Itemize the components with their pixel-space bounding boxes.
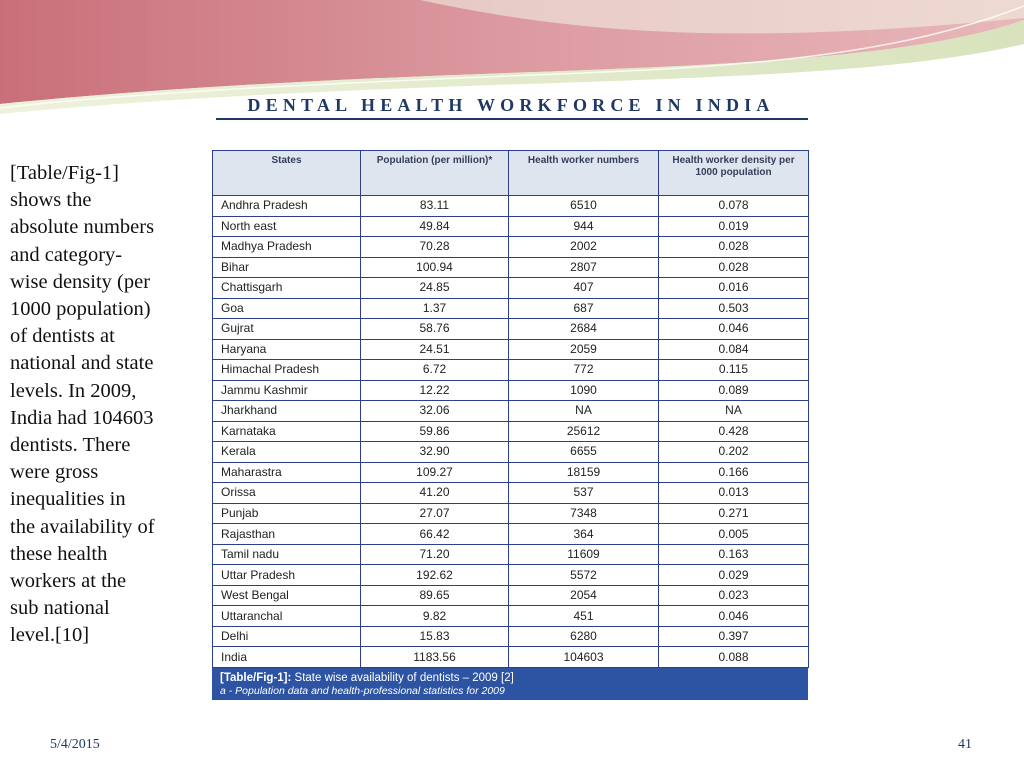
- population-cell: 66.42: [361, 524, 509, 545]
- worker-count-cell: 2054: [509, 585, 659, 606]
- table-row: [213, 257, 809, 278]
- population-cell: 9.82: [361, 606, 509, 627]
- state-cell: Karnataka: [213, 421, 361, 442]
- density-cell: 0.046: [659, 606, 809, 627]
- population-cell: 100.94: [361, 257, 509, 278]
- caption-label: [Table/Fig-1]:: [220, 672, 292, 684]
- caption-text: State wise availability of dentists – 2009 [2]: [291, 672, 514, 684]
- worker-count-cell: 451: [509, 606, 659, 627]
- table-row: [213, 544, 809, 565]
- state-cell: Madhya Pradesh: [213, 237, 361, 258]
- population-cell: 70.28: [361, 237, 509, 258]
- table-row: [213, 380, 809, 401]
- state-cell: Gujrat: [213, 319, 361, 340]
- state-cell: Haryana: [213, 339, 361, 360]
- worker-count-cell: 18159: [509, 462, 659, 483]
- state-cell: Uttaranchal: [213, 606, 361, 627]
- description-text: [Table/Fig-1] shows the absolute numbers and category- wise density (per 1000 population) of dentists at national and state levels. In 2009, India had 104603 dentists. There were gross inequalities in the availability of these health workers at the sub national level.[10]: [10, 162, 155, 647]
- density-cell: 0.088: [659, 647, 809, 668]
- population-cell: 1.37: [361, 298, 509, 319]
- column-header-states: States: [213, 151, 361, 196]
- state-cell: India: [213, 647, 361, 668]
- worker-count-cell: 7348: [509, 503, 659, 524]
- density-cell: 0.115: [659, 360, 809, 381]
- population-cell: 12.22: [361, 380, 509, 401]
- density-cell: 0.046: [659, 319, 809, 340]
- population-cell: 41.20: [361, 483, 509, 504]
- worker-count-cell: 2807: [509, 257, 659, 278]
- table-row: [213, 360, 809, 381]
- table-body: [213, 196, 809, 668]
- population-cell: 89.65: [361, 585, 509, 606]
- population-cell: 32.06: [361, 401, 509, 422]
- state-cell: Orissa: [213, 483, 361, 504]
- state-cell: Maharastra: [213, 462, 361, 483]
- worker-count-cell: 687: [509, 298, 659, 319]
- table-row: [213, 606, 809, 627]
- density-cell: 0.028: [659, 237, 809, 258]
- worker-count-cell: 25612: [509, 421, 659, 442]
- state-cell: Goa: [213, 298, 361, 319]
- state-cell: Jammu Kashmir: [213, 380, 361, 401]
- population-cell: 24.85: [361, 278, 509, 299]
- density-cell: NA: [659, 401, 809, 422]
- density-cell: 0.202: [659, 442, 809, 463]
- worker-count-cell: 944: [509, 216, 659, 237]
- column-header-density: Health worker density per 1000 population: [659, 151, 809, 196]
- population-cell: 71.20: [361, 544, 509, 565]
- table-row: [213, 216, 809, 237]
- density-cell: 0.503: [659, 298, 809, 319]
- table-row: [213, 278, 809, 299]
- table-row: [213, 298, 809, 319]
- population-cell: 27.07: [361, 503, 509, 524]
- state-cell: Andhra Pradesh: [213, 196, 361, 217]
- column-header-population: Population (per million)*: [361, 151, 509, 196]
- state-cell: Jharkhand: [213, 401, 361, 422]
- density-cell: 0.084: [659, 339, 809, 360]
- data-table-figure: [212, 150, 808, 700]
- density-cell: 0.089: [659, 380, 809, 401]
- density-cell: 0.428: [659, 421, 809, 442]
- table-row: [213, 196, 809, 217]
- population-cell: 192.62: [361, 565, 509, 586]
- slide-number: 41: [958, 737, 972, 752]
- population-cell: 59.86: [361, 421, 509, 442]
- worker-count-cell: 772: [509, 360, 659, 381]
- density-cell: 0.271: [659, 503, 809, 524]
- slide-date: 5/4/2015: [50, 737, 100, 752]
- state-cell: Chattisgarh: [213, 278, 361, 299]
- worker-count-cell: 407: [509, 278, 659, 299]
- density-cell: 0.005: [659, 524, 809, 545]
- title-underline: [216, 118, 808, 120]
- table-row: [213, 401, 809, 422]
- dentist-availability-table: [212, 150, 809, 668]
- population-cell: 24.51: [361, 339, 509, 360]
- state-cell: Delhi: [213, 626, 361, 647]
- density-cell: 0.023: [659, 585, 809, 606]
- column-header-worker-numbers: Health worker numbers: [509, 151, 659, 196]
- table-row: [213, 462, 809, 483]
- state-cell: Tamil nadu: [213, 544, 361, 565]
- population-cell: 109.27: [361, 462, 509, 483]
- worker-count-cell: NA: [509, 401, 659, 422]
- table-row: [213, 442, 809, 463]
- slide-title: DENTAL HEALTH WORKFORCE IN INDIA: [247, 95, 775, 115]
- worker-count-cell: 6280: [509, 626, 659, 647]
- density-cell: 0.029: [659, 565, 809, 586]
- worker-count-cell: 6655: [509, 442, 659, 463]
- table-header-row: [213, 151, 809, 196]
- table-row: [213, 626, 809, 647]
- state-cell: Uttar Pradesh: [213, 565, 361, 586]
- state-cell: West Bengal: [213, 585, 361, 606]
- worker-count-cell: 364: [509, 524, 659, 545]
- table-row: [213, 483, 809, 504]
- state-cell: Himachal Pradesh: [213, 360, 361, 381]
- worker-count-cell: 2002: [509, 237, 659, 258]
- worker-count-cell: 537: [509, 483, 659, 504]
- table-row: [213, 524, 809, 545]
- state-cell: Bihar: [213, 257, 361, 278]
- population-cell: 58.76: [361, 319, 509, 340]
- worker-count-cell: 2684: [509, 319, 659, 340]
- population-cell: 15.83: [361, 626, 509, 647]
- worker-count-cell: 5572: [509, 565, 659, 586]
- caption-note: a - Population data and health-professional statistics for 2009: [220, 685, 505, 697]
- table-row: [213, 237, 809, 258]
- table-row: [213, 565, 809, 586]
- population-cell: 83.11: [361, 196, 509, 217]
- worker-count-cell: 1090: [509, 380, 659, 401]
- state-cell: North east: [213, 216, 361, 237]
- density-cell: 0.397: [659, 626, 809, 647]
- table-row: [213, 319, 809, 340]
- density-cell: 0.016: [659, 278, 809, 299]
- table-caption: [212, 668, 808, 700]
- worker-count-cell: 2059: [509, 339, 659, 360]
- table-row: [213, 339, 809, 360]
- density-cell: 0.166: [659, 462, 809, 483]
- worker-count-cell: 6510: [509, 196, 659, 217]
- density-cell: 0.013: [659, 483, 809, 504]
- worker-count-cell: 11609: [509, 544, 659, 565]
- density-cell: 0.078: [659, 196, 809, 217]
- population-cell: 32.90: [361, 442, 509, 463]
- density-cell: 0.028: [659, 257, 809, 278]
- table-row: [213, 585, 809, 606]
- population-cell: 1183.56: [361, 647, 509, 668]
- table-row: [213, 647, 809, 668]
- population-cell: 6.72: [361, 360, 509, 381]
- density-cell: 0.163: [659, 544, 809, 565]
- table-row: [213, 503, 809, 524]
- state-cell: Punjab: [213, 503, 361, 524]
- state-cell: Kerala: [213, 442, 361, 463]
- state-cell: Rajasthan: [213, 524, 361, 545]
- population-cell: 49.84: [361, 216, 509, 237]
- table-row: [213, 421, 809, 442]
- density-cell: 0.019: [659, 216, 809, 237]
- worker-count-cell: 104603: [509, 647, 659, 668]
